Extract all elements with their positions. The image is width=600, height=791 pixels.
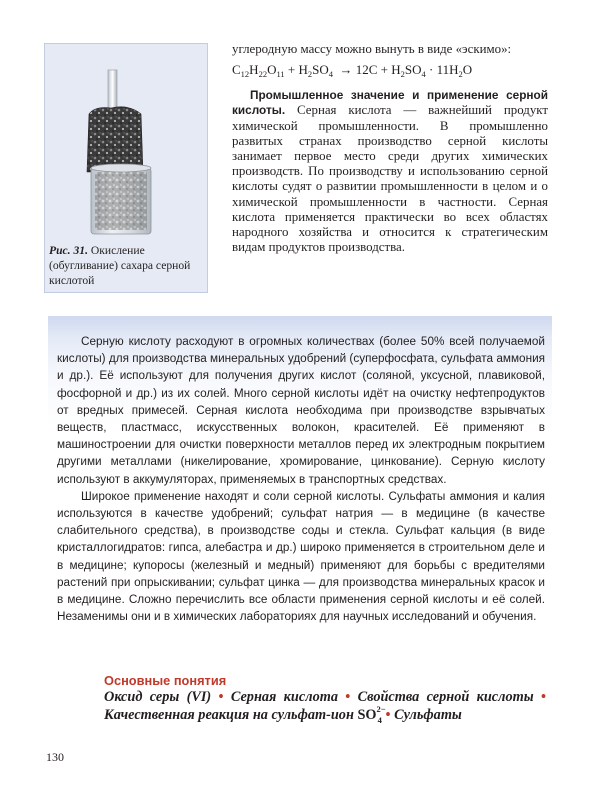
concept-item: Серная кислота (230, 689, 338, 705)
section-heading: Промышленное значение и применение серной кислоты. (232, 88, 548, 118)
figure-box (44, 43, 208, 293)
concept-item: Оксид серы (VI) (104, 689, 212, 705)
figure-caption-text: Окисление (обугливание) сахара серной кислотой (49, 244, 191, 287)
intro-text: углеродную массу можно вынуть в виде «эскимо»: (232, 42, 512, 56)
concept-item: Качественная реакция на сульфат-ион (104, 706, 354, 723)
industry-paragraph (232, 88, 548, 255)
sulfate-ion-formula: $SO^{2-}_4$ (357, 703, 386, 725)
carbon-column (87, 107, 143, 172)
info-panel (57, 333, 545, 625)
right-column-text (232, 42, 548, 255)
figure-illustration (45, 44, 209, 240)
bullet-icon: • (385, 706, 391, 723)
bullet-icon: • (345, 689, 351, 705)
panel-paragraph-1: Серную кислоту расходуют в огромных количествах (более 50% всей получаемой кислоты) для производства минеральных удобрений (суперфосфата, сульфата аммония и др.). Её используют для получения других кислот (соляной, уксусной, плавиковой, фосфорной и др.) из их солей. Много серной кислоты идёт на очистку нефтепродуктов от вредных примесей. Серная кислота необходима при производстве взрывчатых веществ, пластмасс, искусственных волокон, красителей. Её применяют в машиностроении для очистки поверхности металлов перед их электродным покрытием другими металлами (никелирование, хромирование, цинкование). Серную кислоту используют в аккумуляторах, применяемых в транспортных средствах. (57, 335, 545, 486)
bullet-icon: • (218, 689, 224, 705)
section-body: Серная кислота — важнейший продукт химической промышленности. В промышленно развитых странах производство серной кислоты занимает первое место среди других химических производств. По производству и использованию серной кислоты судят о развитии промышленности в целом и о химической промышленности в частности. Серная кислота применяется практически во всех областях народного хозяйства и относится к стратегическим видам продуктов производства. (232, 103, 548, 255)
bullet-icon: • (540, 689, 546, 705)
chemical-equation: $C_{12}H_{22}O_{11} + H_2SO_4 \to 12C + H_2SO_4 \cdot 11H_2O$ (232, 62, 473, 80)
concept-item: Свойства серной кислоты (357, 689, 534, 705)
key-concepts-list (104, 689, 546, 725)
figure-caption (49, 243, 207, 288)
page-number: 130 (46, 750, 64, 764)
panel-paragraph-2: Широкое применение находят и соли серной кислоты. Сульфаты аммония и калия используются в качестве удобрений; сульфат натрия — в медицине (в качестве слабительного средства), в производстве соды и стекла. Сульфат кальция (в виде кристаллогидратов: гипса, алебастра и др.) широко применяется в строительном деле и в медицине; купоросы (железный и медный) применяют для борьбы с вредителями растений при опрыскивании; сульфат цинка — для производства минеральных красок и в медицине. Сложно перечислить все области применения серной кислоты и её солей. Незаменимы они и в химических лабораториях для научных исследований и обучения. (57, 489, 545, 624)
figure-label: Рис. 31. (49, 244, 88, 257)
key-concepts-title: Основные понятия (104, 673, 227, 688)
concept-item: Сульфаты (394, 706, 462, 723)
